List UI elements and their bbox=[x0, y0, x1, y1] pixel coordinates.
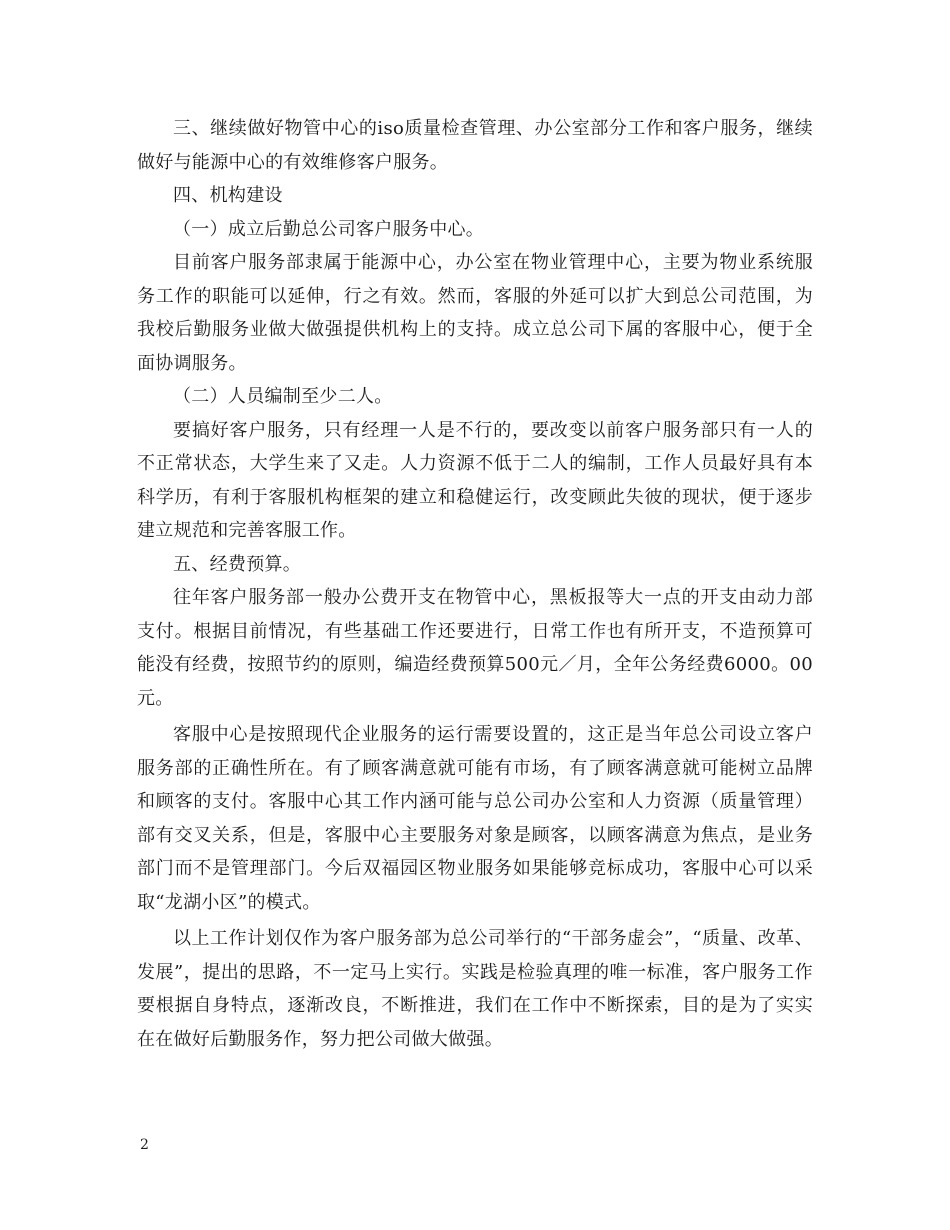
paragraph-staffing: 要搞好客户服务，只有经理一人是不行的，要改变以前客户服务部只有一人的不正常状态，大学生来了又走。人力资源不低于二人的编制，工作人员最好具有本科学历，有利于客服机构框架的建立和稳健运行，改变顾此失彼的现状，便于逐步建立规范和完善客服工作。 bbox=[137, 419, 813, 541]
subheading-service-center: （一）成立后勤总公司客户服务中心。 bbox=[173, 218, 485, 240]
subheading-staffing: （二）人员编制至少二人。 bbox=[173, 386, 393, 407]
heading-section-four: 四、机构建设 bbox=[173, 185, 283, 206]
page-number: 2 bbox=[140, 1137, 149, 1153]
paragraph-section-three: 三、继续做好物管中心的iso质量检查管理、办公室部分工作和客户服务，继续做好与能源中心的有效维修客户服务。 bbox=[137, 118, 813, 173]
paragraph-conclusion: 以上工作计划仅作为客户服务部为总公司举行的“干部务虚会”，“质量、改革、发展”，提出的思路，不一定马上实行。实践是检验真理的唯一标准，客户服务工作要根据自身特点，逐渐改良，不断推进，我们在工作中不断探索，目的是为了实实在在做好后勤服务作，努力把公司做大做强。 bbox=[137, 928, 813, 1050]
paragraph-service-center-role: 客服中心是按照现代企业服务的运行需要设置的，这正是当年总公司设立客户服务部的正确性所在。有了顾客满意就可能有市场，有了顾客满意就可能树立品牌和顾客的支付。客服中心其工作内涵可能与总公司办公室和人力资源（质量管理）部有交叉关系，但是，客服中心主要服务对象是顾客，以顾客满意为焦点，是业务部门而不是管理部门。今后双福园区物业服务如果能够竞标成功，客服中心可以采取“龙湖小区”的模式。 bbox=[137, 724, 813, 913]
heading-section-five: 五、经费预算。 bbox=[173, 553, 302, 575]
paragraph-service-center: 目前客户服务部隶属于能源中心，办公室在物业管理中心，主要为物业系统服务工作的职能可以延伸，行之有效。然而，客服的外延可以扩大到总公司范围，为我校后勤服务业做大做强提供机构上的支持。成立总公司下属的客服中心，便于全面协调服务。 bbox=[137, 252, 813, 374]
paragraph-budget: 往年客户服务部一般办公费开支在物管中心，黑板报等大一点的开支由动力部支付。根据目前情况，有些基础工作还要进行，日常工作也有所开支，不造预算可能没有经费，按照节约的原则，编造经费预算500元／月，全年公务经费6000。00元。 bbox=[137, 587, 813, 709]
document-body bbox=[137, 112, 813, 1056]
